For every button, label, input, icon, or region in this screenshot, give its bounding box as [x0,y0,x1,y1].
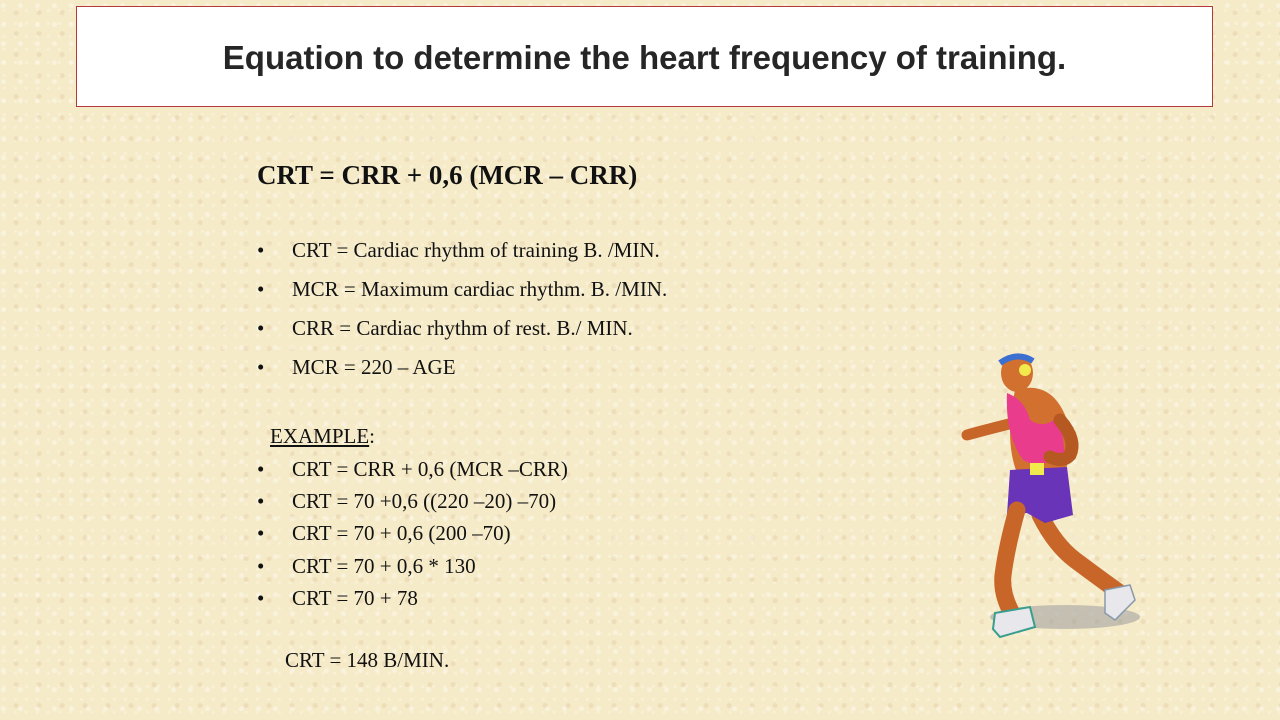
running-man-icon [955,345,1155,655]
main-formula: CRT = CRR + 0,6 (MCR – CRR) [257,160,638,190]
example-heading [270,424,375,449]
example-step: • CRT = 70 +0,6 ((220 –20) –70) [257,487,568,519]
definition-item: • MCR = Maximum cardiac rhythm. B. /MIN. [257,275,667,314]
example-step: • CRT = 70 + 0,6 * 130 [257,552,568,584]
definition-item: • MCR = 220 – AGE [257,353,667,392]
example-colon: : [369,424,376,448]
definition-item: • CRT = Cardiac rhythm of training B. /MIN. [257,236,667,275]
title-box [76,6,1213,107]
example-step: • CRT = 70 + 78 [257,584,568,616]
example-step: • CRT = CRR + 0,6 (MCR –CRR) [257,455,568,487]
definitions-list [257,236,667,392]
example-label: EXAMPLE [270,424,370,448]
example-step: • CRT = 70 + 0,6 (200 –70) [257,519,568,551]
slide-title: Equation to determine the heart frequency of training. [222,39,1067,76]
definition-item: • CRR = Cardiac rhythm of rest. B./ MIN. [257,314,667,353]
result-text: CRT = 148 B/MIN. [285,648,450,672]
example-steps-list [257,455,568,616]
